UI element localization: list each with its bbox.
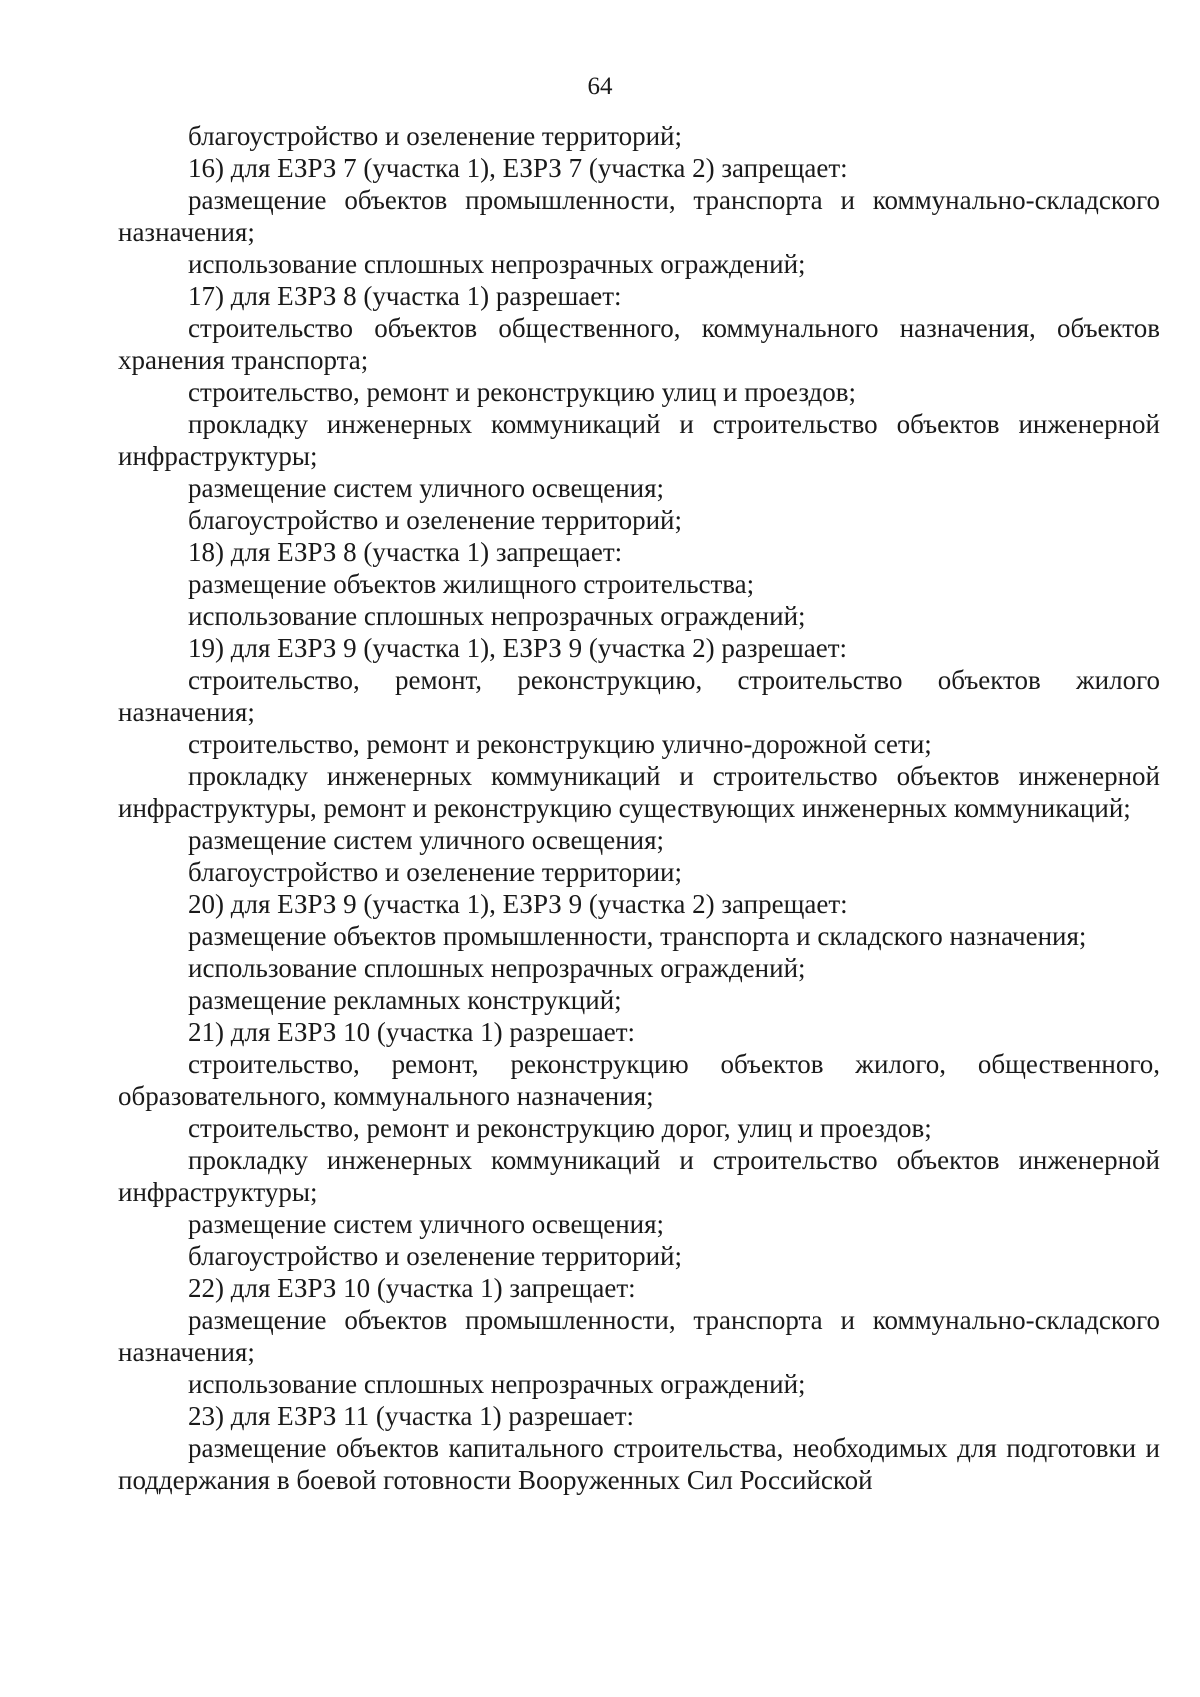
paragraph: благоустройство и озеленение территорий;	[188, 1241, 683, 1271]
paragraph: 19) для ЕЗРЗ 9 (участка 1), ЕЗРЗ 9 (участка 2) разрешает:	[188, 633, 848, 663]
paragraph: размещение систем уличного освещения;	[188, 473, 665, 503]
paragraph: использование сплошных непрозрачных ограждений;	[188, 953, 806, 983]
paragraph: строительство, ремонт и реконструкцию улично-дорожной сети;	[188, 729, 932, 759]
paragraph: размещение объектов капитального строительства, необходимых для подготовки и поддержания в боевой готовности Вооруженных Сил Российской	[118, 1433, 1160, 1495]
paragraph: 23) для ЕЗРЗ 11 (участка 1) разрешает:	[188, 1401, 635, 1431]
paragraph: 18) для ЕЗРЗ 8 (участка 1) запрещает:	[188, 537, 623, 567]
paragraph: строительство объектов общественного, коммунального назначения, объектов хранения транспорта;	[118, 313, 1160, 375]
paragraph: 22) для ЕЗРЗ 10 (участка 1) запрещает:	[188, 1273, 636, 1303]
paragraph: размещение систем уличного освещения;	[188, 1209, 665, 1239]
paragraph: использование сплошных непрозрачных ограждений;	[188, 249, 806, 279]
paragraph: использование сплошных непрозрачных ограждений;	[188, 1369, 806, 1399]
paragraph: прокладку инженерных коммуникаций и строительство объектов инженерной инфраструктуры;	[118, 1145, 1160, 1207]
paragraph: прокладку инженерных коммуникаций и строительство объектов инженерной инфраструктуры, ремонт и реконструкцию существующих инженерных коммуникаций;	[118, 761, 1160, 823]
page-number: 64	[587, 73, 613, 100]
paragraph: 17) для ЕЗРЗ 8 (участка 1) разрешает:	[188, 281, 622, 311]
paragraph: строительство, ремонт и реконструкцию улиц и проездов;	[188, 377, 857, 407]
paragraph: использование сплошных непрозрачных ограждений;	[188, 601, 806, 631]
paragraph: 20) для ЕЗРЗ 9 (участка 1), ЕЗРЗ 9 (участка 2) запрещает:	[188, 889, 848, 919]
paragraph: размещение рекламных конструкций;	[188, 985, 622, 1015]
paragraph: размещение систем уличного освещения;	[188, 825, 665, 855]
paragraph: прокладку инженерных коммуникаций и строительство объектов инженерной инфраструктуры;	[118, 409, 1160, 471]
paragraph: благоустройство и озеленение территорий;	[188, 505, 683, 535]
paragraph: строительство, ремонт, реконструкцию объектов жилого, общественного, образовательного, коммунального назначения;	[118, 1049, 1160, 1111]
paragraph: размещение объектов промышленности, транспорта и коммунально-складского назначения;	[118, 1305, 1160, 1367]
paragraph: размещение объектов промышленности, транспорта и складского назначения;	[188, 921, 1087, 951]
paragraph: 16) для ЕЗРЗ 7 (участка 1), ЕЗРЗ 7 (участка 2) запрещает:	[188, 153, 848, 183]
paragraph: благоустройство и озеленение территорий;	[188, 121, 683, 151]
document-body	[118, 120, 1160, 1496]
paragraph: размещение объектов промышленности, транспорта и коммунально-складского назначения;	[118, 185, 1160, 247]
paragraph: благоустройство и озеленение территории;	[188, 857, 683, 887]
paragraph: строительство, ремонт и реконструкцию дорог, улиц и проездов;	[188, 1113, 932, 1143]
paragraph: размещение объектов жилищного строительства;	[188, 569, 755, 599]
paragraph: 21) для ЕЗРЗ 10 (участка 1) разрешает:	[188, 1017, 636, 1047]
paragraph: строительство, ремонт, реконструкцию, строительство объектов жилого назначения;	[118, 665, 1160, 727]
